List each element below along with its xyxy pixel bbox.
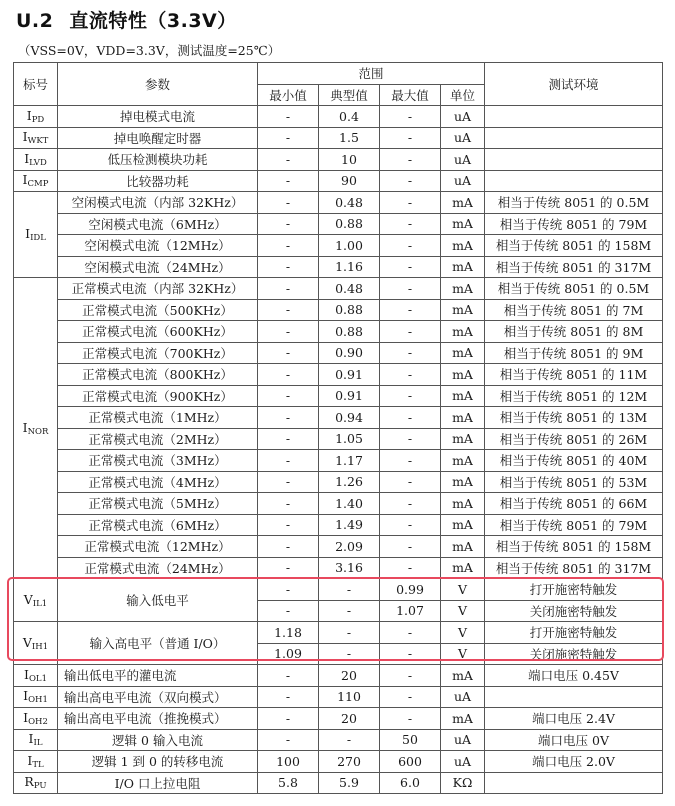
table-row [14,278,663,300]
symbol-cell [14,665,58,687]
unit-cell: mA [441,450,485,472]
unit-cell: mA [441,342,485,364]
header-range: 范围 [258,63,485,85]
min-cell: - [258,557,319,579]
min-cell: - [258,536,319,558]
symbol-cell [14,729,58,751]
min-cell: - [258,213,319,235]
unit-cell: uA [441,149,485,171]
env-cell [485,772,663,794]
symbol-cell [14,127,58,149]
min-cell: - [258,514,319,536]
typ-cell: - [319,622,380,644]
max-cell: 0.99 [380,579,441,601]
table-row [14,235,663,257]
min-cell: - [258,450,319,472]
env-cell: 相当于传统 8051 的 9M [485,342,663,364]
section-heading: 直流特性（3.3V） [69,10,237,32]
env-cell: 相当于传统 8051 的 66M [485,493,663,515]
env-cell: 相当于传统 8051 的 12M [485,385,663,407]
min-cell: - [258,600,319,622]
symbol-letter: V [22,634,32,650]
header-max: 最大值 [380,84,441,106]
typ-cell: 0.88 [319,299,380,321]
symbol-subscript: OH1 [28,695,48,706]
min-cell: - [258,407,319,429]
env-cell: 相当于传统 8051 的 158M [485,536,663,558]
env-cell: 关闭施密特触发 [485,600,663,622]
param-cell: 空闲模式电流（24MHz） [58,256,258,278]
param-cell: 逻辑 0 输入电流 [58,729,258,751]
table-row [14,493,663,515]
table-row [14,729,663,751]
unit-cell: mA [441,256,485,278]
env-cell: 相当于传统 8051 的 0.5M [485,192,663,214]
header-unit: 单位 [441,84,485,106]
unit-cell: V [441,622,485,644]
typ-cell: 5.9 [319,772,380,794]
symbol-cell [14,278,58,579]
typ-cell: 0.48 [319,192,380,214]
symbol-cell [14,622,58,665]
table-row [14,579,663,601]
max-cell: 1.07 [380,600,441,622]
param-cell: 低压检测模块功耗 [58,149,258,171]
symbol-subscript: PD [31,114,45,125]
max-cell: - [380,364,441,386]
env-cell: 端口电压 2.0V [485,751,663,773]
param-cell: 输入低电平 [58,579,258,622]
typ-cell: 90 [319,170,380,192]
max-cell: - [380,428,441,450]
symbol-subscript: IH1 [31,641,49,652]
unit-cell: mA [441,557,485,579]
max-cell: - [380,643,441,665]
symbol-letter: I [23,709,29,725]
param-cell: 正常模式电流（5MHz） [58,493,258,515]
unit-cell: mA [441,471,485,493]
param-cell: 正常模式电流（3MHz） [58,450,258,472]
min-cell: 100 [258,751,319,773]
typ-cell: 1.26 [319,471,380,493]
env-cell: 相当于传统 8051 的 40M [485,450,663,472]
env-cell [485,149,663,171]
table-row [14,342,663,364]
symbol-subscript: IDL [30,233,46,243]
table-row [14,299,663,321]
max-cell: 50 [380,729,441,751]
unit-cell: mA [441,493,485,515]
header-row-1 [14,63,663,85]
min-cell: - [258,729,319,751]
typ-cell: - [319,579,380,601]
typ-cell: 0.94 [319,407,380,429]
unit-cell: mA [441,364,485,386]
header-param: 参数 [58,63,258,106]
symbol-letter: R [24,774,34,790]
typ-cell: 3.16 [319,557,380,579]
param-cell: 空闲模式电流（内部 32KHz） [58,192,258,214]
symbol-cell [14,772,58,794]
env-cell: 相当于传统 8051 的 79M [485,213,663,235]
max-cell: - [380,256,441,278]
unit-cell: mA [441,385,485,407]
param-cell: 掉电模式电流 [58,106,258,128]
min-cell: - [258,708,319,730]
min-cell: - [258,278,319,300]
symbol-cell [14,579,58,622]
unit-cell: uA [441,729,485,751]
unit-cell: KΩ [441,772,485,794]
param-cell: 正常模式电流（600KHz） [58,321,258,343]
param-cell: 输出高电平电流（推挽模式） [58,708,258,730]
min-cell: - [258,192,319,214]
param-cell: 空闲模式电流（12MHz） [58,235,258,257]
max-cell: - [380,450,441,472]
param-cell: 比较器功耗 [58,170,258,192]
symbol-subscript: CMP [27,179,49,190]
typ-cell: 1.17 [319,450,380,472]
min-cell: - [258,170,319,192]
table-row [14,256,663,278]
table-row [14,536,663,558]
max-cell: - [380,493,441,515]
env-cell: 相当于传统 8051 的 317M [485,256,663,278]
min-cell: - [258,385,319,407]
symbol-letter: V [23,591,33,607]
table-row [14,557,663,579]
section-number: U.2 [16,10,54,32]
typ-cell: 10 [319,149,380,171]
min-cell: - [258,428,319,450]
env-cell: 相当于传统 8051 的 26M [485,428,663,450]
typ-cell: - [319,643,380,665]
unit-cell: mA [441,321,485,343]
param-cell: 正常模式电流（24MHz） [58,557,258,579]
min-cell: - [258,256,319,278]
max-cell: - [380,385,441,407]
symbol-cell [14,686,58,708]
symbol-subscript: IL1 [32,598,48,609]
dc-characteristics-table [13,62,663,794]
env-cell: 端口电压 2.4V [485,708,663,730]
param-cell: 正常模式电流（内部 32KHz） [58,278,258,300]
table-row [14,471,663,493]
env-cell: 相当于传统 8051 的 79M [485,514,663,536]
env-cell: 相当于传统 8051 的 0.5M [485,278,663,300]
min-cell: - [258,686,319,708]
symbol-letter: I [23,688,29,704]
table-row [14,149,663,171]
env-cell [485,686,663,708]
param-cell: 正常模式电流（800KHz） [58,364,258,386]
max-cell: - [380,557,441,579]
max-cell: - [380,106,441,128]
test-conditions: （VSS=0V，VDD=3.3V，测试温度=25℃） [18,43,281,58]
typ-cell: 1.49 [319,514,380,536]
symbol-subscript: LVD [29,157,47,168]
max-cell: - [380,471,441,493]
param-cell: 正常模式电流（6MHz） [58,514,258,536]
symbol-cell [14,708,58,730]
unit-cell: mA [441,235,485,257]
table-row [14,213,663,235]
max-cell: - [380,149,441,171]
max-cell: - [380,407,441,429]
max-cell: - [380,665,441,687]
env-cell: 相当于传统 8051 的 53M [485,471,663,493]
typ-cell: 0.88 [319,213,380,235]
env-cell: 打开施密特触发 [485,622,663,644]
env-cell: 相当于传统 8051 的 11M [485,364,663,386]
env-cell: 相当于传统 8051 的 7M [485,299,663,321]
symbol-letter: I [28,731,34,747]
unit-cell: mA [441,514,485,536]
min-cell: - [258,579,319,601]
max-cell: 600 [380,751,441,773]
max-cell: 6.0 [380,772,441,794]
table-row [14,106,663,128]
max-cell: - [380,622,441,644]
min-cell: - [258,342,319,364]
unit-cell: V [441,579,485,601]
max-cell: - [380,235,441,257]
min-cell: - [258,493,319,515]
typ-cell: 0.91 [319,364,380,386]
table-row [14,192,663,214]
param-cell: 逻辑 1 到 0 的转移电流 [58,751,258,773]
symbol-subscript: OL1 [28,673,47,684]
unit-cell: mA [441,192,485,214]
env-cell [485,170,663,192]
table-row [14,321,663,343]
typ-cell: 110 [319,686,380,708]
env-cell [485,127,663,149]
table-row [14,686,663,708]
typ-cell: 1.16 [319,256,380,278]
symbol-letter: I [27,752,33,768]
env-cell [485,106,663,128]
unit-cell: mA [441,536,485,558]
min-cell: 1.09 [258,643,319,665]
param-cell: 输出高电平电流（双向模式） [58,686,258,708]
table-row [14,385,663,407]
param-cell: 输出低电平的灌电流 [58,665,258,687]
param-cell: 空闲模式电流（6MHz） [58,213,258,235]
unit-cell: uA [441,106,485,128]
header-env: 测试环境 [485,63,663,106]
max-cell: - [380,686,441,708]
unit-cell: mA [441,665,485,687]
table-row [14,407,663,429]
symbol-letter: I [26,107,32,123]
min-cell: - [258,471,319,493]
env-cell: 打开施密特触发 [485,579,663,601]
unit-cell: mA [441,708,485,730]
unit-cell: mA [441,278,485,300]
typ-cell: 270 [319,751,380,773]
param-cell: I/O 口上拉电阻 [58,772,258,794]
symbol-letter: I [24,666,29,682]
symbol-subscript: WKT [27,136,49,147]
min-cell: 5.8 [258,772,319,794]
unit-cell: mA [441,428,485,450]
table-row [14,127,663,149]
env-cell: 端口电压 0V [485,729,663,751]
table-row [14,751,663,773]
min-cell: - [258,149,319,171]
unit-cell: uA [441,751,485,773]
max-cell: - [380,213,441,235]
param-cell: 正常模式电流（1MHz） [58,407,258,429]
table-body [14,106,663,794]
min-cell: - [258,127,319,149]
unit-cell: uA [441,127,485,149]
max-cell: - [380,342,441,364]
symbol-subscript: OH2 [28,716,48,727]
symbol-letter: I [22,129,28,145]
header-symbol: 标号 [14,63,58,106]
header-typ: 典型值 [319,84,380,106]
max-cell: - [380,708,441,730]
symbol-subscript: IL [33,738,43,749]
typ-cell: 1.40 [319,493,380,515]
table-row [14,772,663,794]
typ-cell: 0.90 [319,342,380,364]
param-cell: 正常模式电流（2MHz） [58,428,258,450]
min-cell: - [258,364,319,386]
symbol-cell [14,106,58,128]
symbol-letter: I [22,172,28,188]
typ-cell: 20 [319,708,380,730]
typ-cell: 1.05 [319,428,380,450]
unit-cell: mA [441,407,485,429]
typ-cell: 20 [319,665,380,687]
unit-cell: mA [441,299,485,321]
min-cell: - [258,299,319,321]
param-cell: 掉电唤醒定时器 [58,127,258,149]
param-cell: 正常模式电流（700KHz） [58,342,258,364]
table-row [14,514,663,536]
symbol-letter: I [22,419,28,435]
max-cell: - [380,514,441,536]
typ-cell: 1.5 [319,127,380,149]
min-cell: - [258,321,319,343]
env-cell: 相当于传统 8051 的 317M [485,557,663,579]
table-row [14,708,663,730]
section-title [16,6,237,33]
unit-cell: V [441,600,485,622]
symbol-cell [14,170,58,192]
table-row [14,450,663,472]
min-cell: 1.18 [258,622,319,644]
param-cell: 正常模式电流（4MHz） [58,471,258,493]
typ-cell: 1.00 [319,235,380,257]
env-cell: 相当于传统 8051 的 158M [485,235,663,257]
typ-cell: 0.48 [319,278,380,300]
header-min: 最小值 [258,84,319,106]
table-row [14,428,663,450]
unit-cell: mA [441,213,485,235]
unit-cell: uA [441,170,485,192]
param-cell: 输入高电平（普通 I/O） [58,622,258,665]
max-cell: - [380,278,441,300]
typ-cell: - [319,729,380,751]
symbol-subscript: TL [32,759,44,770]
unit-cell: V [441,643,485,665]
param-cell: 正常模式电流（12MHz） [58,536,258,558]
typ-cell: 0.88 [319,321,380,343]
typ-cell: 0.91 [319,385,380,407]
max-cell: - [380,170,441,192]
table-row [14,364,663,386]
table-row [14,665,663,687]
typ-cell: 0.4 [319,106,380,128]
env-cell: 相当于传统 8051 的 8M [485,321,663,343]
max-cell: - [380,536,441,558]
table-row [14,622,663,644]
min-cell: - [258,106,319,128]
min-cell: - [258,665,319,687]
symbol-letter: I [24,150,30,166]
min-cell: - [258,235,319,257]
symbol-subscript: NOR [27,426,49,437]
param-cell: 正常模式电流（900KHz） [58,385,258,407]
symbol-cell [14,149,58,171]
symbol-letter: I [25,226,31,241]
max-cell: - [380,127,441,149]
table-row [14,170,663,192]
max-cell: - [380,192,441,214]
typ-cell: 2.09 [319,536,380,558]
max-cell: - [380,299,441,321]
symbol-cell [14,751,58,773]
env-cell: 关闭施密特触发 [485,643,663,665]
env-cell: 相当于传统 8051 的 13M [485,407,663,429]
max-cell: - [380,321,441,343]
typ-cell: - [319,600,380,622]
env-cell: 端口电压 0.45V [485,665,663,687]
param-cell: 正常模式电流（500KHz） [58,299,258,321]
symbol-subscript: PU [33,781,47,792]
symbol-cell [14,192,58,278]
unit-cell: uA [441,686,485,708]
